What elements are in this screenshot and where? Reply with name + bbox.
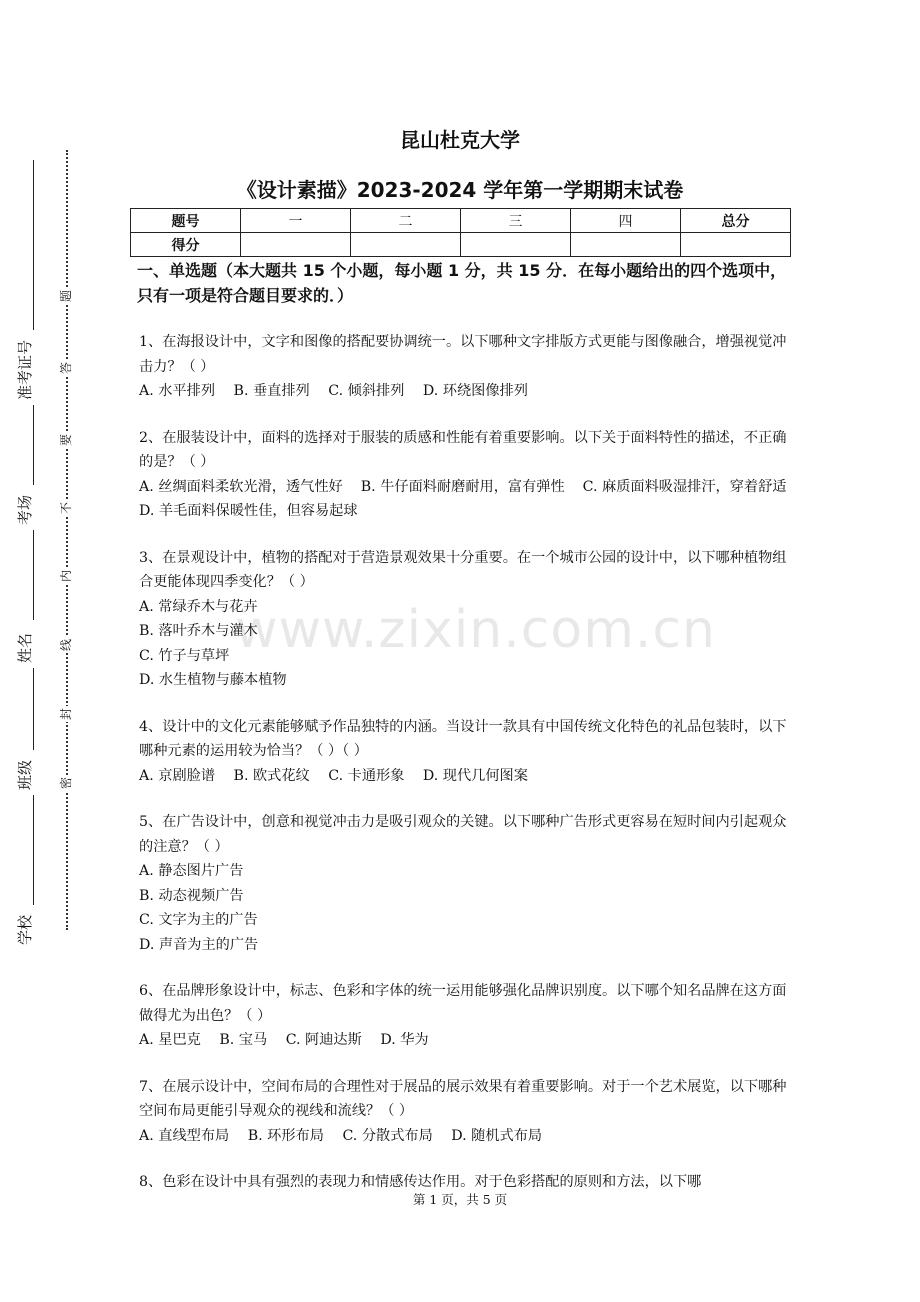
score-label: 得分 [131,233,241,257]
school-label: 学校 [16,914,34,945]
option: B. 欧式花纹 [233,767,310,784]
option: C. 阿迪达斯 [285,1032,362,1048]
exam-title: 《设计素描》2023-2024 学年第一学期期末试卷 [236,178,684,202]
option-list [139,1124,789,1149]
question-4 [139,715,789,789]
question-6 [139,979,789,1053]
option: A. 京剧脸谱 [139,767,216,784]
binding-underline [33,530,34,620]
option: D. 现代几何图案 [422,767,528,784]
binding-underline [33,668,34,750]
score-table-score-row [131,233,791,257]
score-cell [571,233,681,257]
score-table-header-row [131,209,791,233]
question-stem: 5、在广告设计中，创意和视觉冲击力是吸引观众的关键。以下哪种广告形式更容易在短时间内引起观众的注意？（ ） [139,814,787,855]
option: B. 动态视频广告 [139,887,244,904]
column-header: 四 [571,209,681,233]
name-label: 姓名 [16,632,34,663]
option: B. 宝马 [219,1032,268,1048]
option: A. 水平排列 [139,383,216,399]
option: A. 常绿乔木与花卉 [139,598,258,615]
question-7 [139,1075,789,1149]
option: A. 静态图片广告 [139,863,244,879]
exam-room-label: 考场 [16,494,34,525]
option-list [139,379,789,404]
option-list [139,1028,789,1053]
binding-underline [33,405,34,485]
question-section [137,258,805,1195]
question-5 [139,810,789,957]
option: D. 环绕图像排列 [422,383,528,399]
school-title: 昆山杜克大学 [400,128,520,152]
score-cell [681,233,791,257]
option: C. 文字为主的广告 [139,912,258,928]
column-header: 一 [241,209,351,233]
question-stem: 4、设计中的文化元素能够赋予作品独特的内涵。当设计一款具有中国传统文化特色的礼品包装时，以下哪种元素的运用较为恰当？（ ）（ ） [139,718,787,759]
option-list [139,764,789,789]
seal-char: 题 [59,290,73,303]
score-table [130,208,791,257]
option-list: A. 丝绸面料柔软光滑，透气性好 B. 牛仔面料耐磨耐用，富有弹性 C. 麻质面料吸湿排汗，穿着舒适 D. 羊毛面料保暖性佳，但容易起球 [139,478,805,519]
question-stem: 8、色彩在设计中具有强烈的表现力和情感传达作用。对于色彩搭配的原则和方法，以下哪 [139,1174,702,1190]
watermark: www.zixin.com.cn [235,600,716,660]
option: C. 竹子与草坪 [139,647,230,664]
question-2 [139,426,805,524]
page-footer: 第 1 页，共 5 页 [412,1192,508,1207]
option: A. 直线型布局 [139,1127,230,1144]
seal-char: 要 [59,434,73,447]
seal-char: 答 [59,362,73,375]
option: A. 星巴克 [139,1032,201,1048]
seal-char: 密 [59,777,73,790]
option: C. 倾斜排列 [328,383,405,399]
option: C. 卡通形象 [328,767,405,784]
section-heading: 一、单选题（本大题共 15 个小题，每小题 1 分，共 15 分．在每小题给出的四个选项中，只有一项是符合题目要求的．） [137,261,787,305]
question-stem: 7、在展示设计中，空间布局的合理性对于展品的展示效果有着重要影响。对于一个艺术展览，以下哪种空间布局更能引导观众的视线和流线？（ ） [139,1078,787,1119]
seal-char: 线 [59,639,73,652]
seal-char: 不 [59,502,73,515]
question-number-label: 题号 [131,209,241,233]
exam-id-label: 准考证号 [16,339,34,400]
score-cell [351,233,461,257]
option: D. 声音为主的广告 [139,936,259,953]
question-stem: 6、在品牌形象设计中，标志、色彩和字体的统一运用能够强化品牌识别度。以下哪个知名品牌在这方面做得尤为出色？（ ） [139,983,787,1024]
column-header: 二 [351,209,461,233]
seal-dotted-line [66,150,68,930]
seal-char: 内 [59,570,73,583]
column-header: 三 [461,209,571,233]
score-cell [461,233,571,257]
option: D. 随机式布局 [451,1127,543,1144]
score-cell [241,233,351,257]
column-header: 总分 [681,209,791,233]
binding-underline [33,795,34,905]
question-stem: 1、在海报设计中，文字和图像的搭配要协调统一。以下哪种文字排版方式更能与图像融合，增强视觉冲击力？（ ） [139,334,787,375]
option: B. 环形布局 [247,1127,324,1144]
question-stem: 3、在景观设计中，植物的搭配对于营造景观效果十分重要。在一个城市公园的设计中，以下哪种植物组合更能体现四季变化？（ ） [139,549,787,590]
option: D. 华为 [380,1032,429,1048]
seal-char: 封 [59,708,73,721]
class-label: 班级 [16,759,34,790]
option: D. 水生植物与藤本植物 [139,672,287,688]
question-1 [139,330,789,404]
option: B. 落叶乔木与灌木 [139,623,258,639]
question-stem: 2、在服装设计中，面料的选择对于服装的质感和性能有着重要影响。以下关于面料特性的描述，不正确的是？（ ） [139,429,787,470]
option: B. 垂直排列 [233,383,310,399]
option: C. 分散式布局 [342,1127,433,1144]
